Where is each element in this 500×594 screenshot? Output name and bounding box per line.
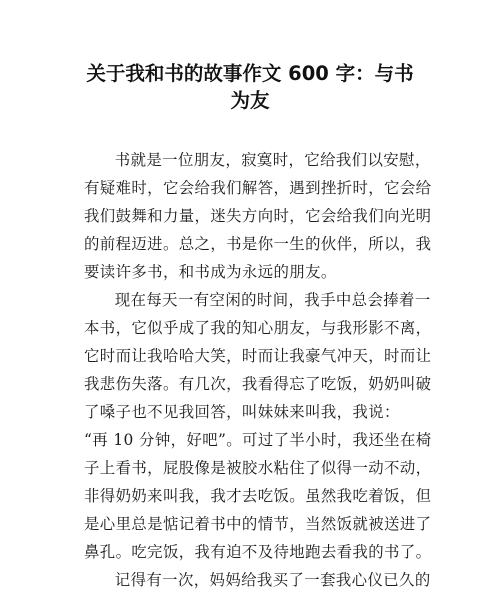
text-line: “再 10 分钟，好吧”。可过了半小时，我还坐在椅 [84,431,432,449]
paragraph-3 [84,566,431,594]
text-line: 我悲伤失落。有几次，我看得忘了吃饭，奶奶叫破 [84,375,432,393]
text-line: 子上看书，屁股像是被胶水粘住了似得一动不动， [84,459,432,477]
text-line: 了嗓子也不见我回答，叫妹妹来叫我，我说： [84,403,400,421]
text-line: 有疑难时，它会给我们解答，遇到挫折时，它会给 [84,179,432,197]
text-line: 要读许多书，和书成为永远的朋友。 [84,263,337,281]
paragraph-1 [84,146,432,286]
text-line: 记得有一次，妈妈给我买了一套我心仪已久的 [114,571,431,589]
text-line: 是心里总是惦记着书中的情节，当然饭就被送进了 [84,515,432,533]
text-line: 鼻孔。吃完饭，我有迫不及待地跑去看我的书了。 [84,543,432,561]
text-line: 非得奶奶来叫我，我才去吃饭。虽然我吃着饭，但 [84,487,432,505]
text-line: 我们鼓舞和力量，迷失方向时，它会给我们向光明 [84,207,432,225]
title-line-1: 关于我和书的故事作文 600 字：与书 [86,62,414,85]
paragraph-2 [84,286,432,566]
text-line: 本书，它似乎成了我的知心朋友，与我形影不离， [84,319,432,337]
text-line: 现在每天一有空闲的时间，我手中总会捧着一 [114,291,431,309]
title-line-2: 为友 [230,89,270,112]
text-line: 它时而让我哈哈大笑，时而让我豪气冲天，时而让 [84,347,432,365]
text-line: 的前程迈进。总之，书是你一生的伙伴，所以，我 [84,235,432,253]
document-body [84,146,432,594]
document-title [80,60,420,114]
text-line: 书就是一位朋友，寂寞时，它给我们以安慰， [114,151,431,169]
